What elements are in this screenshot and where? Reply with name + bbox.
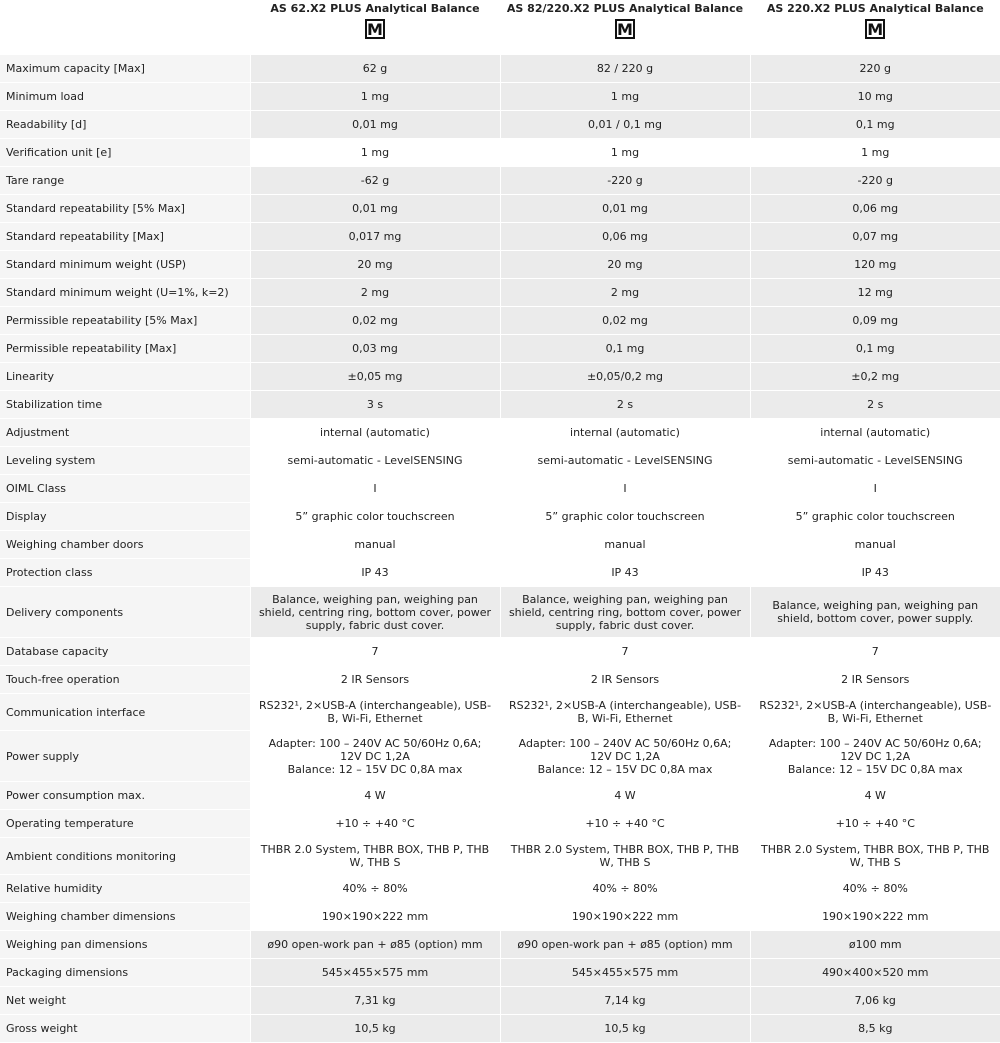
spec-label: Display — [0, 503, 250, 531]
spec-value: 40% ÷ 80% — [250, 875, 500, 903]
spec-value: IP 43 — [500, 559, 750, 587]
spec-value: 2 s — [750, 391, 1000, 419]
spec-value: 2 IR Sensors — [750, 666, 1000, 694]
spec-value: 40% ÷ 80% — [750, 875, 1000, 903]
spec-value: 0,1 mg — [750, 335, 1000, 363]
spec-value: manual — [500, 531, 750, 559]
spec-value: manual — [750, 531, 1000, 559]
spec-row — [0, 559, 1000, 587]
metrology-mark-icon: M — [865, 19, 885, 39]
spec-value: THBR 2.0 System, THBR BOX, THB P, THB W, THB S — [750, 838, 1000, 875]
spec-value: 1 mg — [250, 139, 500, 167]
spec-label: Power consumption max. — [0, 782, 250, 810]
spec-label: Ambient conditions monitoring — [0, 838, 250, 875]
spec-row — [0, 251, 1000, 279]
spec-value: Balance, weighing pan, weighing pan shield, centring ring, bottom cover, power supply, fabric dust cover. — [250, 587, 500, 638]
spec-row — [0, 694, 1000, 731]
spec-value: 2 mg — [500, 279, 750, 307]
spec-value: semi-automatic - LevelSENSING — [750, 447, 1000, 475]
spec-value: 0,06 mg — [500, 223, 750, 251]
model-header — [250, 0, 500, 55]
spec-row — [0, 111, 1000, 139]
spec-value: 2 IR Sensors — [250, 666, 500, 694]
spec-value: 20 mg — [500, 251, 750, 279]
spec-value: 4 W — [250, 782, 500, 810]
spec-row — [0, 55, 1000, 83]
spec-value: semi-automatic - LevelSENSING — [500, 447, 750, 475]
spec-value: 0,02 mg — [500, 307, 750, 335]
metrology-mark-icon: M — [615, 19, 635, 39]
spec-value: 0,09 mg — [750, 307, 1000, 335]
spec-value: 0,07 mg — [750, 223, 1000, 251]
metrology-mark-icon: M — [365, 19, 385, 39]
spec-body — [0, 55, 1000, 1043]
spec-value: internal (automatic) — [250, 419, 500, 447]
spec-value: ø90 open-work pan + ø85 (option) mm — [250, 931, 500, 959]
spec-label: Relative humidity — [0, 875, 250, 903]
spec-value: 5” graphic color touchscreen — [750, 503, 1000, 531]
spec-row — [0, 875, 1000, 903]
spec-label: Operating temperature — [0, 810, 250, 838]
spec-label: Permissible repeatability [5% Max] — [0, 307, 250, 335]
spec-row — [0, 959, 1000, 987]
spec-label: Stabilization time — [0, 391, 250, 419]
spec-row — [0, 903, 1000, 931]
spec-value: 120 mg — [750, 251, 1000, 279]
spec-row — [0, 167, 1000, 195]
spec-value: RS232¹, 2×USB-A (interchangeable), USB-B, Wi-Fi, Ethernet — [750, 694, 1000, 731]
spec-value: IP 43 — [750, 559, 1000, 587]
spec-label: Delivery components — [0, 587, 250, 638]
spec-value: 10,5 kg — [250, 1015, 500, 1043]
spec-row — [0, 447, 1000, 475]
spec-label: Adjustment — [0, 419, 250, 447]
spec-value: ±0,05/0,2 mg — [500, 363, 750, 391]
spec-value: 62 g — [250, 55, 500, 83]
spec-value: 82 / 220 g — [500, 55, 750, 83]
model-header — [500, 0, 750, 55]
spec-label: Protection class — [0, 559, 250, 587]
header-row — [0, 0, 1000, 55]
spec-value: -220 g — [750, 167, 1000, 195]
spec-label: Database capacity — [0, 638, 250, 666]
spec-value: ø90 open-work pan + ø85 (option) mm — [500, 931, 750, 959]
spec-value: 545×455×575 mm — [500, 959, 750, 987]
spec-value: internal (automatic) — [500, 419, 750, 447]
spec-row — [0, 931, 1000, 959]
spec-value: 12 mg — [750, 279, 1000, 307]
spec-value: 1 mg — [750, 139, 1000, 167]
spec-value: 190×190×222 mm — [500, 903, 750, 931]
spec-value: +10 ÷ +40 °C — [250, 810, 500, 838]
spec-row — [0, 782, 1000, 810]
model-title: AS 62.X2 PLUS Analytical Balance — [270, 2, 480, 15]
spec-value: +10 ÷ +40 °C — [750, 810, 1000, 838]
spec-label: Power supply — [0, 731, 250, 782]
spec-value: 190×190×222 mm — [750, 903, 1000, 931]
model-header — [750, 0, 1000, 55]
spec-value: 1 mg — [500, 83, 750, 111]
spec-label: Touch-free operation — [0, 666, 250, 694]
spec-value: I — [250, 475, 500, 503]
spec-value: 220 g — [750, 55, 1000, 83]
spec-value: 8,5 kg — [750, 1015, 1000, 1043]
spec-value: +10 ÷ +40 °C — [500, 810, 750, 838]
spec-value: 545×455×575 mm — [250, 959, 500, 987]
spec-value: 10 mg — [750, 83, 1000, 111]
spec-label: Minimum load — [0, 83, 250, 111]
spec-row — [0, 279, 1000, 307]
spec-label: Maximum capacity [Max] — [0, 55, 250, 83]
spec-value: semi-automatic - LevelSENSING — [250, 447, 500, 475]
spec-value: -220 g — [500, 167, 750, 195]
spec-row — [0, 638, 1000, 666]
spec-row — [0, 363, 1000, 391]
spec-label: Weighing chamber dimensions — [0, 903, 250, 931]
spec-value: 0,03 mg — [250, 335, 500, 363]
spec-row — [0, 475, 1000, 503]
spec-label: Standard minimum weight (U=1%, k=2) — [0, 279, 250, 307]
spec-value: -62 g — [250, 167, 500, 195]
spec-value: I — [500, 475, 750, 503]
spec-value: 7 — [500, 638, 750, 666]
spec-row — [0, 503, 1000, 531]
spec-value: 40% ÷ 80% — [500, 875, 750, 903]
spec-row — [0, 335, 1000, 363]
spec-value: 0,01 / 0,1 mg — [500, 111, 750, 139]
spec-row — [0, 139, 1000, 167]
spec-row — [0, 666, 1000, 694]
model-title: AS 220.X2 PLUS Analytical Balance — [766, 2, 984, 15]
spec-value: 0,1 mg — [500, 335, 750, 363]
spec-row — [0, 83, 1000, 111]
spec-value: 0,06 mg — [750, 195, 1000, 223]
spec-value: 7 — [250, 638, 500, 666]
spec-value: 20 mg — [250, 251, 500, 279]
spec-row — [0, 531, 1000, 559]
spec-label: Gross weight — [0, 1015, 250, 1043]
spec-value: 7,06 kg — [750, 987, 1000, 1015]
spec-value: 490×400×520 mm — [750, 959, 1000, 987]
spec-value: manual — [250, 531, 500, 559]
spec-value: 10,5 kg — [500, 1015, 750, 1043]
spec-value: 7 — [750, 638, 1000, 666]
spec-row — [0, 731, 1000, 782]
spec-value: 1 mg — [500, 139, 750, 167]
spec-value: 5” graphic color touchscreen — [500, 503, 750, 531]
spec-label: Readability [d] — [0, 111, 250, 139]
spec-label: Permissible repeatability [Max] — [0, 335, 250, 363]
spec-label: Weighing chamber doors — [0, 531, 250, 559]
spec-value: 4 W — [500, 782, 750, 810]
spec-value: 0,1 mg — [750, 111, 1000, 139]
spec-row — [0, 307, 1000, 335]
spec-label: OIML Class — [0, 475, 250, 503]
spec-row — [0, 810, 1000, 838]
spec-value: 0,01 mg — [500, 195, 750, 223]
spec-value: 190×190×222 mm — [250, 903, 500, 931]
spec-value: 2 s — [500, 391, 750, 419]
spec-label: Standard minimum weight (USP) — [0, 251, 250, 279]
spec-value: 1 mg — [250, 83, 500, 111]
spec-value: ø100 mm — [750, 931, 1000, 959]
spec-value: 0,01 mg — [250, 111, 500, 139]
spec-label: Leveling system — [0, 447, 250, 475]
spec-value: 4 W — [750, 782, 1000, 810]
spec-value: THBR 2.0 System, THBR BOX, THB P, THB W, THB S — [250, 838, 500, 875]
spec-row — [0, 587, 1000, 638]
spec-value: 2 IR Sensors — [500, 666, 750, 694]
spec-value: Adapter: 100 – 240V AC 50/60Hz 0,6A; 12V DC 1,2A Balance: 12 – 15V DC 0,8A max — [750, 731, 1000, 782]
spec-value: RS232¹, 2×USB-A (interchangeable), USB-B, Wi-Fi, Ethernet — [500, 694, 750, 731]
spec-value: internal (automatic) — [750, 419, 1000, 447]
spec-row — [0, 838, 1000, 875]
spec-label: Tare range — [0, 167, 250, 195]
spec-row — [0, 223, 1000, 251]
model-title: AS 82/220.X2 PLUS Analytical Balance — [506, 2, 744, 15]
spec-value: I — [750, 475, 1000, 503]
spec-value: 2 mg — [250, 279, 500, 307]
spec-value: 0,02 mg — [250, 307, 500, 335]
spec-value: 5” graphic color touchscreen — [250, 503, 500, 531]
spec-label: Standard repeatability [5% Max] — [0, 195, 250, 223]
spec-value: 7,31 kg — [250, 987, 500, 1015]
spec-row — [0, 1015, 1000, 1043]
spec-value: 0,01 mg — [250, 195, 500, 223]
spec-label: Net weight — [0, 987, 250, 1015]
spec-value: IP 43 — [250, 559, 500, 587]
spec-value: 7,14 kg — [500, 987, 750, 1015]
header-corner — [0, 0, 250, 55]
spec-value: Adapter: 100 – 240V AC 50/60Hz 0,6A; 12V DC 1,2A Balance: 12 – 15V DC 0,8A max — [500, 731, 750, 782]
spec-value: Adapter: 100 – 240V AC 50/60Hz 0,6A; 12V DC 1,2A Balance: 12 – 15V DC 0,8A max — [250, 731, 500, 782]
spec-value: 3 s — [250, 391, 500, 419]
spec-value: Balance, weighing pan, weighing pan shield, bottom cover, power supply. — [750, 587, 1000, 638]
spec-value: ±0,2 mg — [750, 363, 1000, 391]
spec-value: 0,017 mg — [250, 223, 500, 251]
spec-row — [0, 419, 1000, 447]
spec-value: THBR 2.0 System, THBR BOX, THB P, THB W, THB S — [500, 838, 750, 875]
spec-label: Linearity — [0, 363, 250, 391]
spec-label: Communication interface — [0, 694, 250, 731]
spec-label: Standard repeatability [Max] — [0, 223, 250, 251]
spec-value: Balance, weighing pan, weighing pan shield, centring ring, bottom cover, power supply, fabric dust cover. — [500, 587, 750, 638]
spec-value: ±0,05 mg — [250, 363, 500, 391]
spec-label: Packaging dimensions — [0, 959, 250, 987]
spec-row — [0, 391, 1000, 419]
spec-row — [0, 987, 1000, 1015]
spec-label: Verification unit [e] — [0, 139, 250, 167]
spec-row — [0, 195, 1000, 223]
spec-value: RS232¹, 2×USB-A (interchangeable), USB-B, Wi-Fi, Ethernet — [250, 694, 500, 731]
spec-label: Weighing pan dimensions — [0, 931, 250, 959]
